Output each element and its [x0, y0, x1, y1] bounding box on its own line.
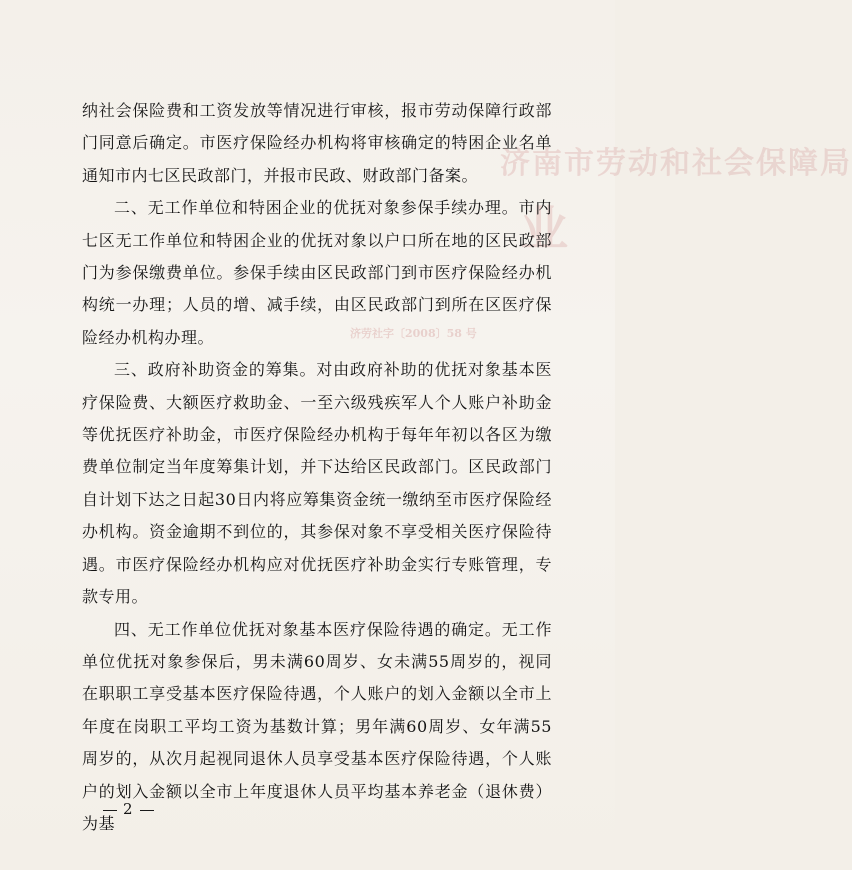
page-number-value: 2 [123, 800, 134, 818]
bleed-through-header-text: 济南市劳动和社会保障局 [500, 146, 852, 181]
bleed-through-header-text-large: 业 [520, 201, 569, 257]
body-text [82, 95, 552, 840]
paragraph-3: 三、政府补助资金的筹集。对由政府补助的优抚对象基本医疗保险费、大额医疗救助金、一至六级残疾军人个人账户补助金等优抚医疗补助金，市医疗保险经办机构于每年年初以各区为缴费单位制定当年度筹集计划，并下达给区民政部门。区民政部门自计划下达之日起30日内将应筹集资金统一缴纳至市医疗保险经办机构。资金逾期不到位的，其参保对象不享受相关医疗保险待遇。市医疗保险经办机构应对优抚医疗补助金实行专账管理，专款专用。 [82, 360, 552, 607]
paragraph-4: 四、无工作单位优抚对象基本医疗保险待遇的确定。无工作单位优抚对象参保后，男未满60周岁、女未满55周岁的，视同在职职工享受基本医疗保险待遇，个人账户的划入金额以全市上年度在岗职工平均工资为基数计算；男年满60周岁、女年满55周岁的，从次月起视同退休人员享受基本医疗保险待遇，个人账户的划入金额以全市上年度退休人员平均基本养老金（退休费）为基 [82, 619, 552, 833]
bleed-through-doc-number: 济劳社字〔2008〕58 号 [350, 327, 477, 340]
page-number-dash-right [140, 810, 154, 811]
paragraph-1: 纳社会保险费和工资发放等情况进行审核，报市劳动保障行政部门同意后确定。市医疗保险经办机构将审核确定的特困企业名单通知市内七区民政部门，并报市民政、财政部门备案。 [82, 101, 552, 185]
paragraph-2: 二、无工作单位和特困企业的优抚对象参保手续办理。市内七区无工作单位和特困企业的优抚对象以户口所在地的区民政部门为参保缴费单位。参保手续由区民政部门到市医疗保险经办机构统一办理；人员的增、减手续，由区民政部门到所在区医疗保险经办机构办理。 [82, 198, 552, 347]
page-number-dash-left [103, 810, 117, 811]
page-number [97, 800, 160, 818]
